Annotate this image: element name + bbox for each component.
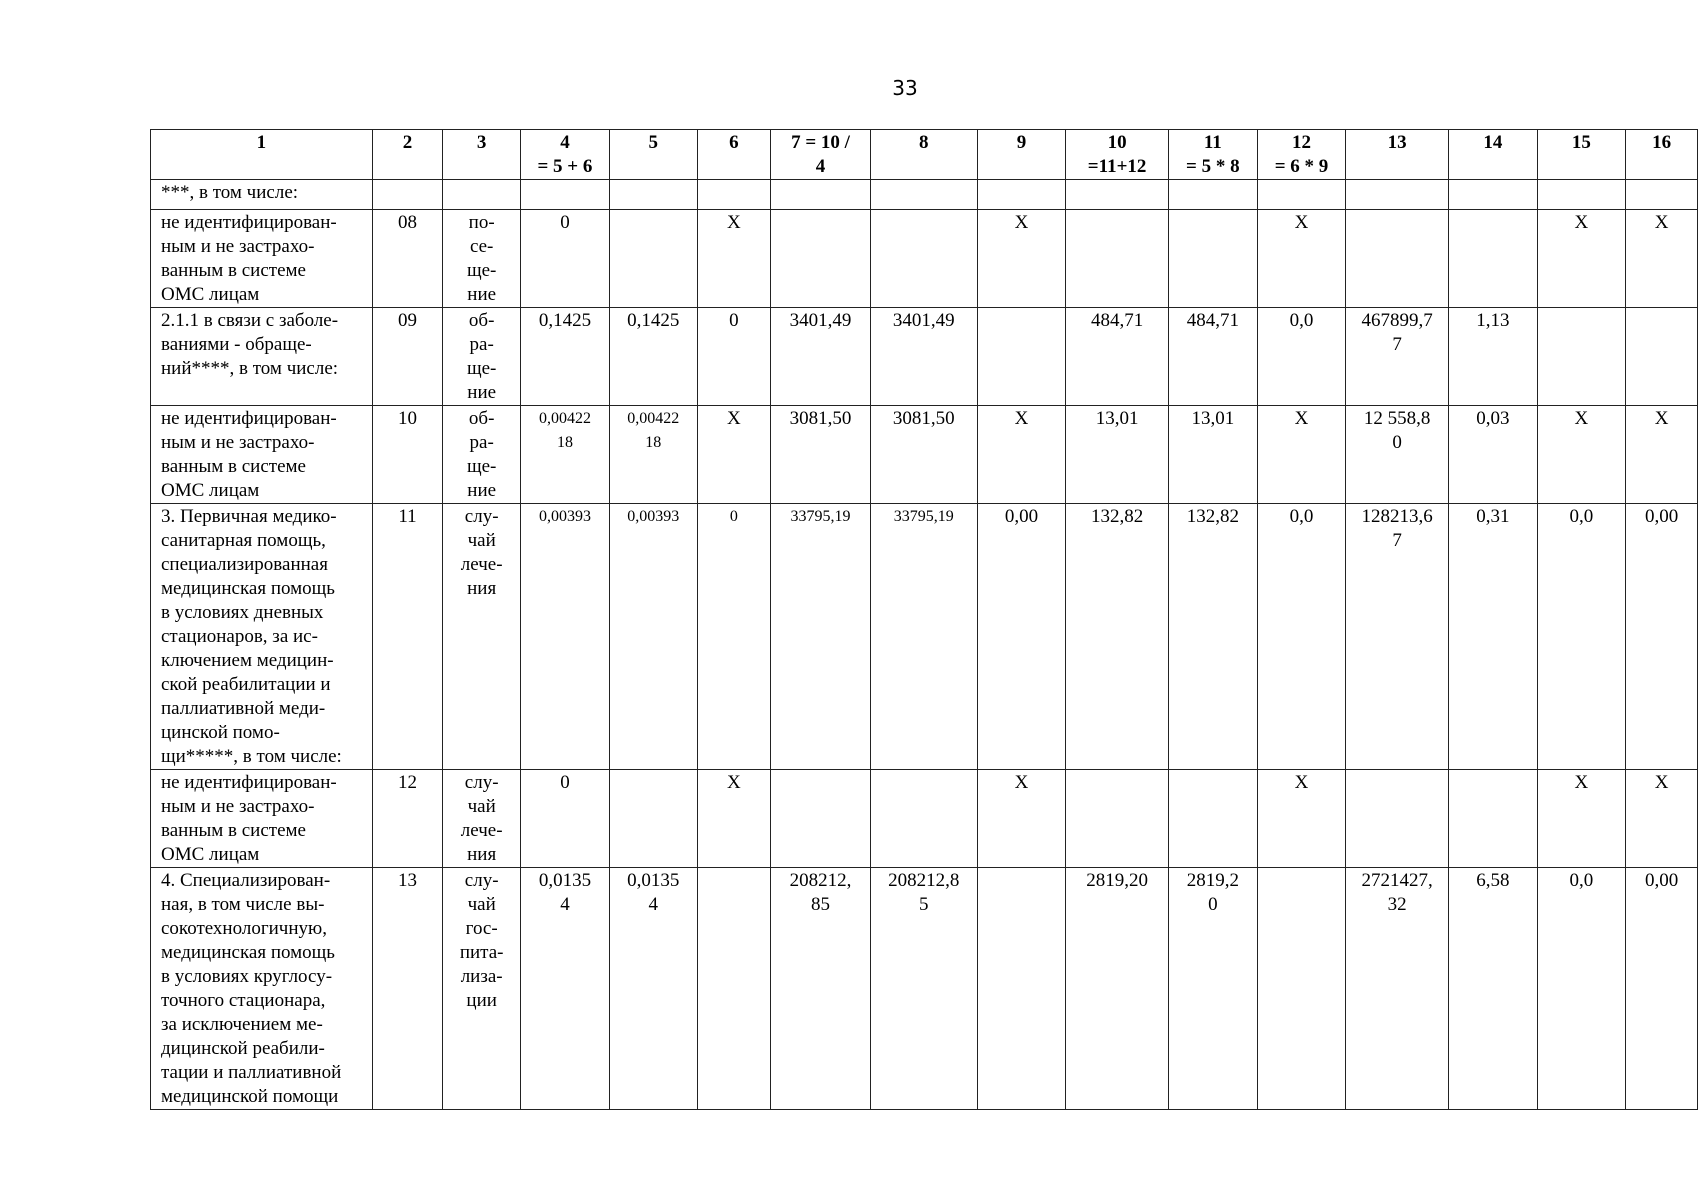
header-cell: 4 = 5 + 6	[521, 130, 610, 180]
header-cell: 11 = 5 * 8	[1168, 130, 1257, 180]
table-cell	[1449, 210, 1538, 308]
table-cell: слу- чай лече- ния	[443, 504, 521, 770]
table-cell: 13,01	[1168, 406, 1257, 504]
table-cell: X	[1537, 210, 1626, 308]
table-cell: X	[697, 406, 771, 504]
table-cell	[977, 308, 1066, 406]
table-cell: 132,82	[1066, 504, 1169, 770]
table-cell	[771, 210, 871, 308]
table-cell	[1626, 308, 1698, 406]
table-cell: X	[1626, 770, 1698, 868]
table-cell: X	[1537, 770, 1626, 868]
table-cell	[521, 180, 610, 210]
table-cell: X	[1626, 406, 1698, 504]
table-cell: 484,71	[1066, 308, 1169, 406]
table-cell: 128213,6 7	[1346, 504, 1449, 770]
table-cell	[870, 770, 977, 868]
header-cell: 3	[443, 130, 521, 180]
page-number: 33	[892, 76, 918, 100]
table-cell	[1066, 770, 1169, 868]
table-cell: 3081,50	[771, 406, 871, 504]
table-cell: слу- чай лече- ния	[443, 770, 521, 868]
row-label-cell: 2.1.1 в связи с заболе- ваниями - обраще- ний****, в том числе:	[151, 308, 373, 406]
table-cell: 6,58	[1449, 868, 1538, 1110]
table-cell	[1346, 770, 1449, 868]
table-cell: 0,1425	[609, 308, 697, 406]
table-cell: 3081,50	[870, 406, 977, 504]
table-row	[151, 770, 1698, 868]
table-cell: об- ра- ще- ние	[443, 406, 521, 504]
table-cell	[1066, 210, 1169, 308]
table-cell: 0	[697, 308, 771, 406]
table-cell: 208212,8 5	[870, 868, 977, 1110]
table-cell: 0,0	[1537, 504, 1626, 770]
data-table	[150, 129, 1698, 1110]
header-cell: 8	[870, 130, 977, 180]
table-cell	[609, 180, 697, 210]
table-cell: 0	[521, 770, 610, 868]
table-cell: X	[1537, 406, 1626, 504]
table-cell: 2721427, 32	[1346, 868, 1449, 1110]
table-cell: 2819,2 0	[1168, 868, 1257, 1110]
table-cell: 0,00422 18	[609, 406, 697, 504]
header-cell: 2	[372, 130, 443, 180]
table-cell	[977, 180, 1066, 210]
table-cell	[870, 210, 977, 308]
table-cell	[609, 770, 697, 868]
table-cell: 484,71	[1168, 308, 1257, 406]
table-cell	[1626, 180, 1698, 210]
table-cell: 0,1425	[521, 308, 610, 406]
table-cell	[870, 180, 977, 210]
table-cell: 33795,19	[771, 504, 871, 770]
table-cell: 0,31	[1449, 504, 1538, 770]
table-cell: 2819,20	[1066, 868, 1169, 1110]
table-cell	[443, 180, 521, 210]
header-cell: 6	[697, 130, 771, 180]
row-label-cell: не идентифицирован- ным и не застрахо- ванным в системе ОМС лицам	[151, 210, 373, 308]
table-row	[151, 210, 1698, 308]
table-cell	[1066, 180, 1169, 210]
table-row	[151, 406, 1698, 504]
table-cell: X	[977, 406, 1066, 504]
header-cell: 5	[609, 130, 697, 180]
table-cell	[1537, 308, 1626, 406]
table-cell: 0,0	[1537, 868, 1626, 1110]
header-cell: 9	[977, 130, 1066, 180]
table-row	[151, 308, 1698, 406]
table-cell	[1257, 180, 1346, 210]
table-cell: 12 558,8 0	[1346, 406, 1449, 504]
table-cell	[609, 210, 697, 308]
table-cell: 208212, 85	[771, 868, 871, 1110]
row-label-cell: не идентифицирован- ным и не застрахо- ванным в системе ОМС лицам	[151, 770, 373, 868]
header-cell: 7 = 10 / 4	[771, 130, 871, 180]
table-cell	[1537, 180, 1626, 210]
table-cell	[372, 180, 443, 210]
row-label-cell: ***, в том числе:	[151, 180, 373, 210]
table-cell	[1257, 868, 1346, 1110]
table-cell	[1168, 770, 1257, 868]
table-cell	[697, 180, 771, 210]
table-cell: 467899,7 7	[1346, 308, 1449, 406]
table-cell: 132,82	[1168, 504, 1257, 770]
table-cell: X	[1257, 406, 1346, 504]
table-cell: 0,00	[1626, 868, 1698, 1110]
table-cell	[1346, 210, 1449, 308]
table-cell: 08	[372, 210, 443, 308]
table-cell: 0,0135 4	[521, 868, 610, 1110]
table-cell: 3401,49	[771, 308, 871, 406]
table-cell: 3401,49	[870, 308, 977, 406]
table-cell	[697, 868, 771, 1110]
table-cell	[771, 770, 871, 868]
table-cell: 1,13	[1449, 308, 1538, 406]
table-cell: 0,0	[1257, 504, 1346, 770]
row-label-cell: 3. Первичная медико- санитарная помощь, специализированная медицинская помощь в условиях дневных стационаров, за ис- ключением медицин- ской реабилитации и паллиативной меди- цинской помо- щи*****, в том числе:	[151, 504, 373, 770]
table-cell	[977, 868, 1066, 1110]
table-cell: X	[697, 210, 771, 308]
row-label-cell: 4. Специализирован- ная, в том числе вы- сокотехнологичную, медицинская помощь в условиях круглосу- точного стационара, за исключением ме- дицинской реабили- тации и паллиативной медицинской помощи	[151, 868, 373, 1110]
table-cell: X	[697, 770, 771, 868]
table-cell	[1449, 770, 1538, 868]
table-cell: 0	[521, 210, 610, 308]
table-row	[151, 868, 1698, 1110]
table-row	[151, 504, 1698, 770]
table-cell: 33795,19	[870, 504, 977, 770]
header-cell: 16	[1626, 130, 1698, 180]
table-row	[151, 180, 1698, 210]
table-cell: 0,00	[1626, 504, 1698, 770]
table-cell: 0,0	[1257, 308, 1346, 406]
table-cell: слу- чай гос- пита- лиза- ции	[443, 868, 521, 1110]
header-cell: 12 = 6 * 9	[1257, 130, 1346, 180]
table-cell: 13	[372, 868, 443, 1110]
table-cell: об- ра- ще- ние	[443, 308, 521, 406]
table-cell: 10	[372, 406, 443, 504]
header-row	[151, 130, 1698, 180]
table-cell: 0,03	[1449, 406, 1538, 504]
header-cell: 13	[1346, 130, 1449, 180]
table-cell	[1168, 210, 1257, 308]
table-cell: X	[1626, 210, 1698, 308]
table-cell: 0,00393	[609, 504, 697, 770]
table-cell: X	[977, 770, 1066, 868]
table-cell: по- се- ще- ние	[443, 210, 521, 308]
table-cell: 09	[372, 308, 443, 406]
row-label-cell: не идентифицирован- ным и не застрахо- ванным в системе ОМС лицам	[151, 406, 373, 504]
table-cell	[1449, 180, 1538, 210]
table-cell: 13,01	[1066, 406, 1169, 504]
table-cell: 11	[372, 504, 443, 770]
table-cell: 0,00	[977, 504, 1066, 770]
table-cell: 12	[372, 770, 443, 868]
table-cell: 0	[697, 504, 771, 770]
table-cell	[771, 180, 871, 210]
table-cell	[1346, 180, 1449, 210]
table-cell	[1168, 180, 1257, 210]
table-cell: X	[977, 210, 1066, 308]
table-cell: 0,0135 4	[609, 868, 697, 1110]
header-cell: 10 =11+12	[1066, 130, 1169, 180]
table-cell: X	[1257, 210, 1346, 308]
header-cell: 15	[1537, 130, 1626, 180]
header-cell: 14	[1449, 130, 1538, 180]
table-cell: 0,00393	[521, 504, 610, 770]
table-cell: 0,00422 18	[521, 406, 610, 504]
table-cell: X	[1257, 770, 1346, 868]
header-cell: 1	[151, 130, 373, 180]
